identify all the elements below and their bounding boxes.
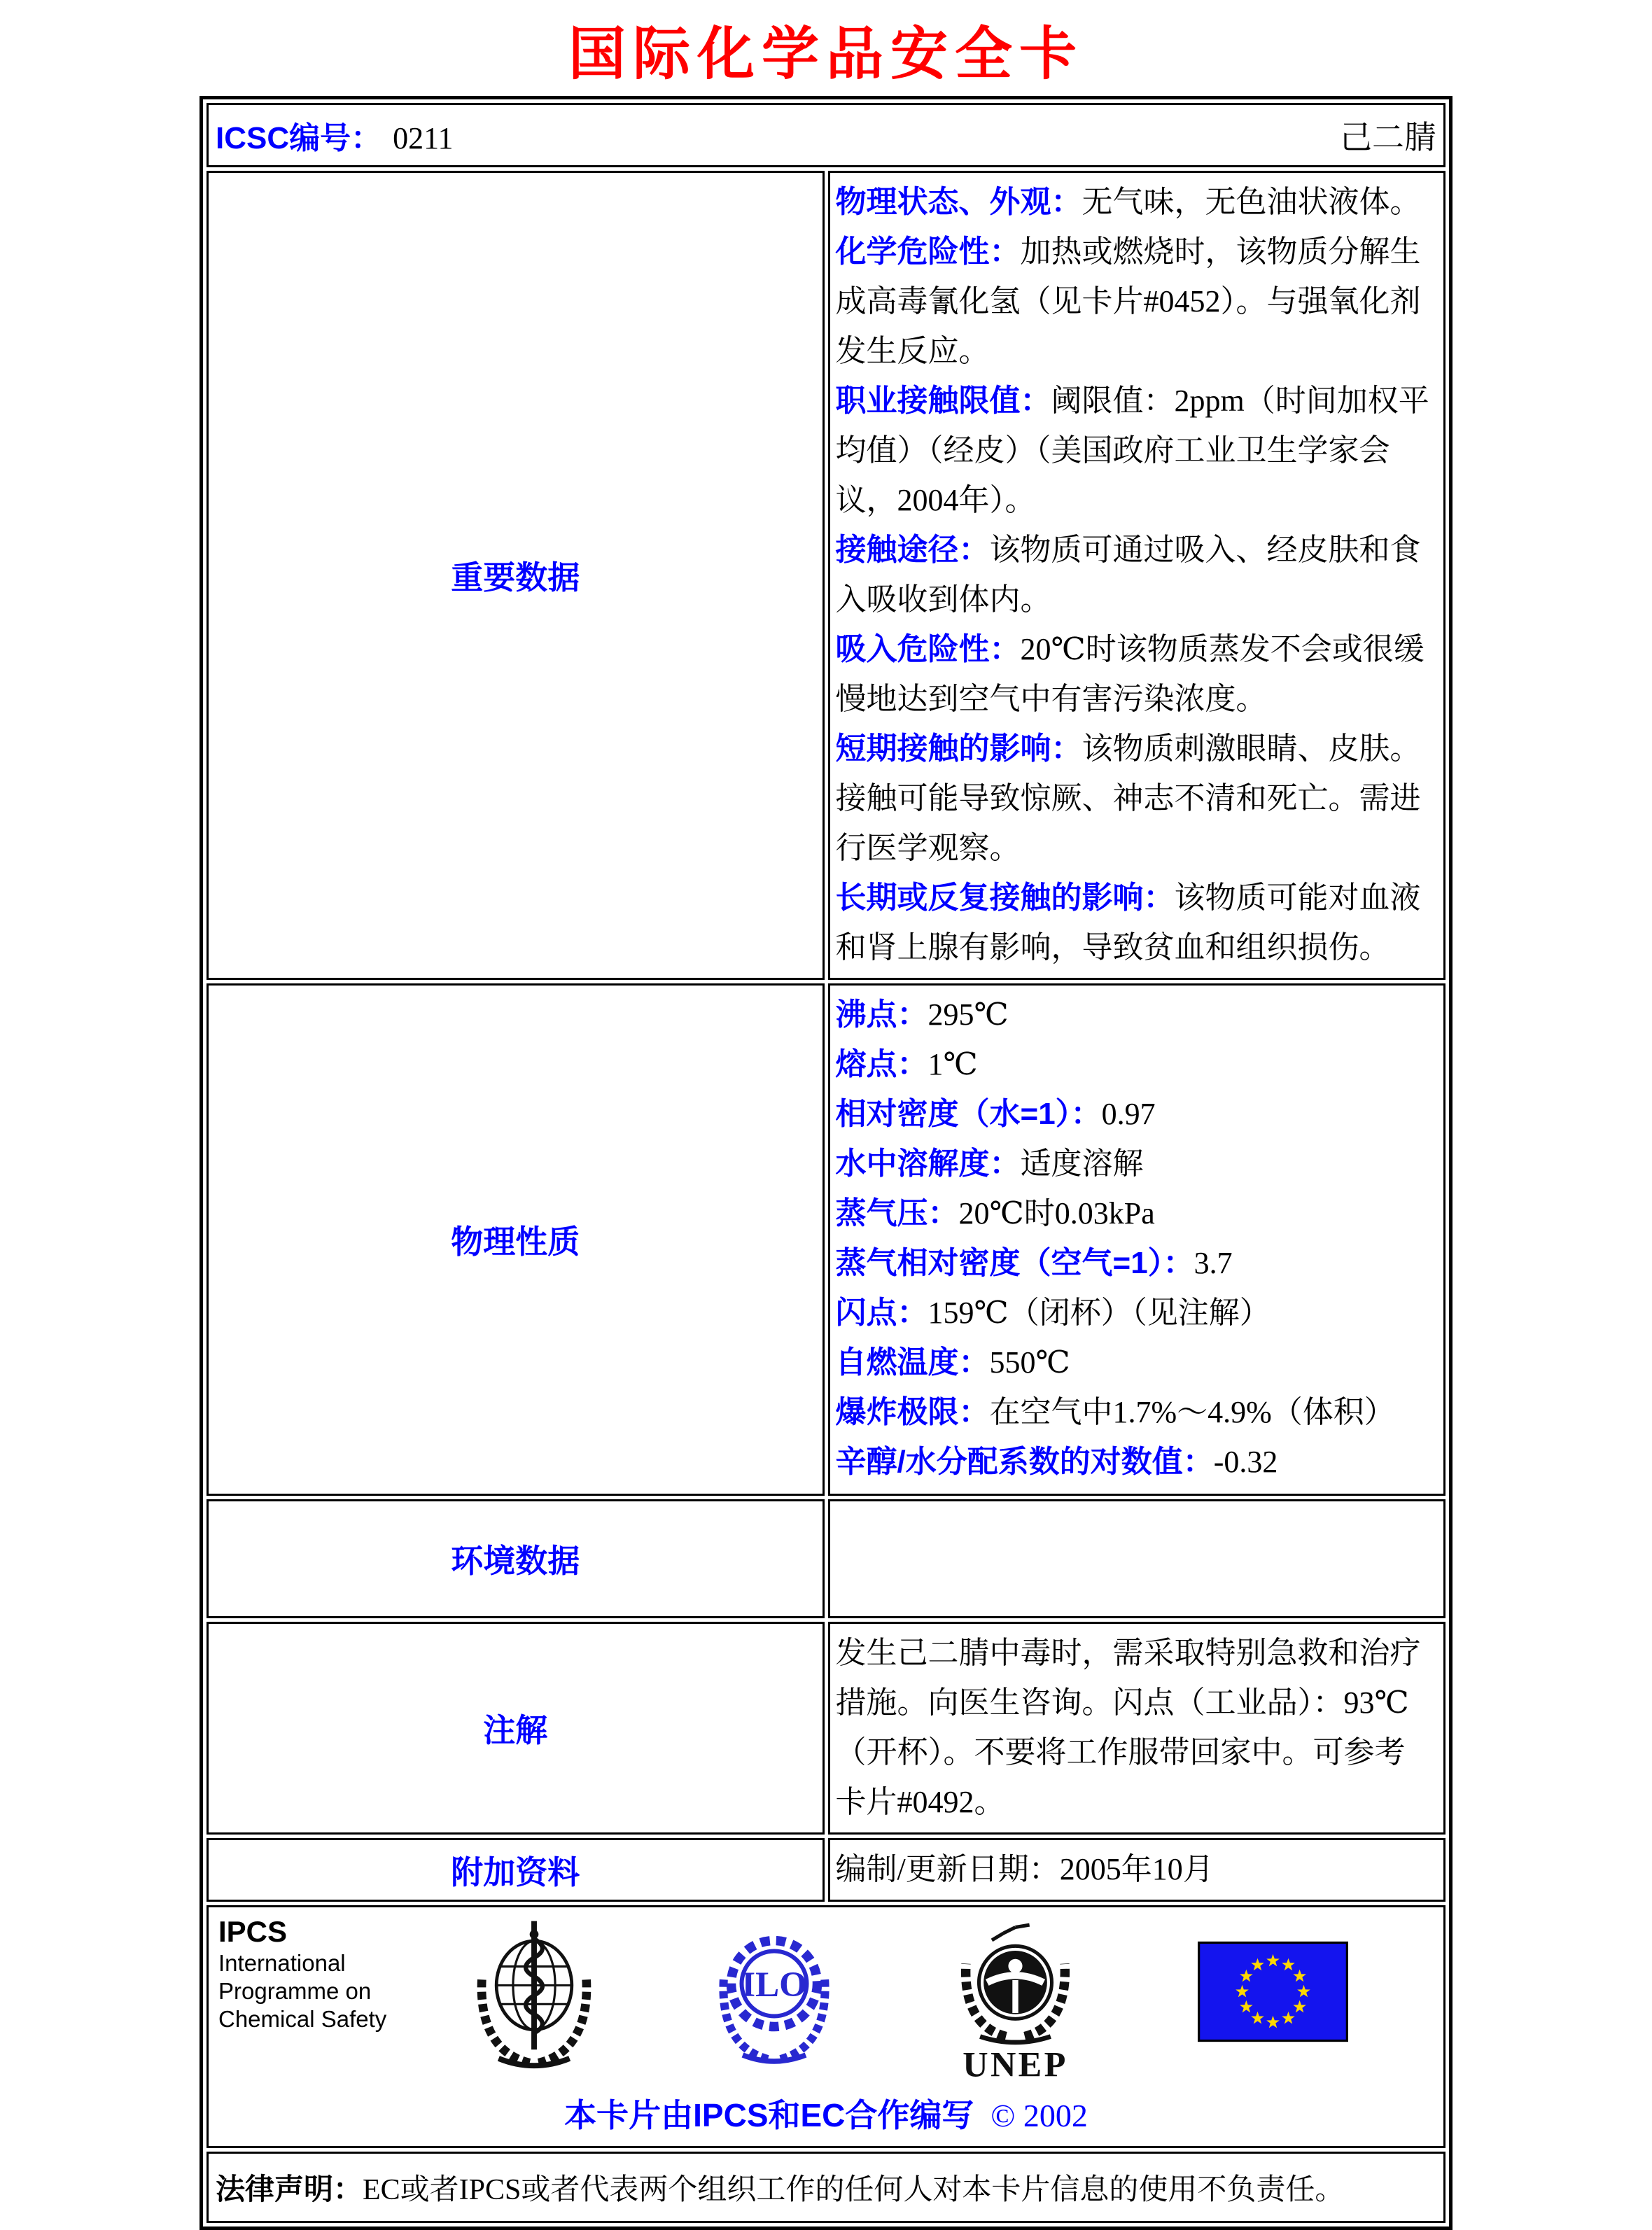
important-data-content <box>828 171 1446 980</box>
property-label: 蒸气相对密度（空气=1）： <box>835 1246 1194 1280</box>
section-label-notes: 注解 <box>206 1622 825 1835</box>
ipcs-line: Programme on <box>218 1978 372 2004</box>
property-label: 辛醇/水分配系数的对数值： <box>835 1445 1214 1479</box>
copyright-text: © 2002 <box>990 2098 1088 2133</box>
svg-text:ILO: ILO <box>741 1965 807 2005</box>
property-line <box>836 1089 1436 1139</box>
legal-label: 法律声明： <box>216 2173 363 2206</box>
property-value: 159℃（闭杯）（见注解） <box>927 1296 1270 1330</box>
icsc-card <box>200 96 1452 2230</box>
icsc-number-group <box>216 113 454 157</box>
property-line <box>836 525 1436 624</box>
property-value: 1℃ <box>927 1047 978 1081</box>
notes-content <box>828 1622 1446 1835</box>
property-value: 0.97 <box>1101 1097 1156 1131</box>
property-label: 闪点： <box>835 1296 928 1330</box>
header-cell <box>206 103 1446 167</box>
property-line <box>836 1238 1436 1288</box>
property-line <box>836 990 1436 1039</box>
property-value: 在空气中1.7%～4.9%（体积） <box>989 1395 1395 1429</box>
property-label: 接触途径： <box>835 533 990 567</box>
property-line <box>836 1139 1436 1188</box>
section-label-physical: 物理性质 <box>206 983 825 1496</box>
important-data-row <box>206 171 1446 980</box>
additional-info-row <box>206 1838 1446 1902</box>
property-line <box>836 376 1436 525</box>
property-line <box>836 624 1436 724</box>
legal-text: EC或者IPCS或者代表两个组织工作的任何人对本卡片信息的使用不负责任。 <box>363 2174 1345 2206</box>
property-value: 3.7 <box>1194 1246 1233 1280</box>
page-title: 国际化学品安全卡 <box>568 22 1084 86</box>
property-line <box>836 1338 1436 1387</box>
property-line <box>836 1039 1436 1089</box>
notes-row <box>206 1622 1446 1835</box>
header-row <box>206 103 1446 167</box>
property-value: 适度溶解 <box>1020 1146 1144 1181</box>
who-logo-icon <box>468 1914 601 2072</box>
section-label-important: 重要数据 <box>206 171 825 980</box>
additional-info-content <box>828 1838 1446 1902</box>
eu-flag-icon <box>1198 1941 1348 2042</box>
logos-row <box>206 1905 1446 2148</box>
property-line <box>836 873 1436 972</box>
unep-logo-icon <box>944 1914 1087 2086</box>
property-line <box>836 227 1436 376</box>
icsc-number-value: 0211 <box>393 121 454 155</box>
environment-data-row <box>206 1499 1446 1618</box>
credit-text: 本卡片由IPCS和EC合作编写 <box>564 2097 974 2133</box>
property-label: 吸入危险性： <box>835 632 1021 666</box>
property-label: 蒸气压： <box>835 1196 959 1230</box>
update-date-text: 编制/更新日期：2005年10月 <box>835 1852 1214 1886</box>
property-label: 自燃温度： <box>835 1345 990 1380</box>
environment-data-content <box>828 1499 1446 1618</box>
credit-line <box>218 2090 1434 2136</box>
property-line <box>836 177 1436 227</box>
property-line <box>836 1387 1436 1437</box>
property-label: 化学危险性： <box>835 234 1021 269</box>
property-label: 短期接触的影响： <box>835 731 1082 766</box>
property-label: 长期或反复接触的影响： <box>835 881 1175 915</box>
property-value: 该物质可能对血液和肾上腺有影响，导致贫血和组织损伤。 <box>835 881 1421 965</box>
notes-text: 发生己二腈中毒时，需采取特别急救和治疗措施。向医生咨询。闪点（工业品）：93℃（开杯）。不要将工作服带回家中。可参考卡片#0492。 <box>835 1636 1421 1819</box>
property-label: 熔点： <box>835 1047 928 1081</box>
ipcs-line: International <box>218 1950 346 1976</box>
ipcs-text-block <box>218 1914 428 2033</box>
property-value: 550℃ <box>989 1345 1070 1380</box>
physical-properties-content <box>828 983 1446 1496</box>
property-value: 295℃ <box>927 997 1009 1032</box>
property-label: 相对密度（水=1）： <box>835 1097 1102 1131</box>
section-label-environment: 环境数据 <box>206 1499 825 1618</box>
property-label: 爆炸极限： <box>835 1395 990 1429</box>
physical-properties-row <box>206 983 1446 1496</box>
property-value: 20℃时0.03kPa <box>958 1196 1155 1230</box>
property-line <box>836 1188 1436 1238</box>
property-value: -0.32 <box>1213 1445 1278 1479</box>
property-label: 沸点： <box>835 997 928 1032</box>
property-value: 阈限值：2ppm（时间加权平均值）（经皮）（美国政府工业卫生学家会议，2004年）。 <box>835 384 1429 517</box>
logos-cell <box>206 1905 1446 2148</box>
property-line <box>836 1437 1436 1487</box>
ipcs-acronym: IPCS <box>218 1915 288 1948</box>
property-value: 20℃时该物质蒸发不会或很缓慢地达到空气中有害污染浓度。 <box>835 632 1424 716</box>
property-line <box>836 1288 1436 1338</box>
property-label: 水中溶解度： <box>835 1146 1021 1181</box>
property-label: 职业接触限值： <box>835 384 1051 418</box>
property-line <box>836 724 1436 873</box>
property-value: 无气味，无色油状液体。 <box>1082 185 1421 219</box>
property-value: 加热或燃烧时，该物质分解生成高毒氰化氢（见卡片#0452）。与强氧化剂发生反应。 <box>835 234 1421 368</box>
ilo-logo-icon <box>711 1920 837 2068</box>
svg-text:UNEP: UNEP <box>962 2045 1068 2084</box>
property-value: 该物质刺激眼睛、皮肤。接触可能导致惊厥、神志不清和死亡。需进行医学观察。 <box>835 731 1421 865</box>
ipcs-line: Chemical Safety <box>218 2006 387 2032</box>
property-value: 该物质可通过吸入、经皮肤和食入吸收到体内。 <box>835 533 1421 617</box>
property-label: 物理状态、外观： <box>835 185 1082 219</box>
icsc-number-label: ICSC编号： <box>216 121 382 155</box>
chemical-name: 己二腈 <box>1340 120 1436 155</box>
section-label-additional: 附加资料 <box>206 1838 825 1902</box>
